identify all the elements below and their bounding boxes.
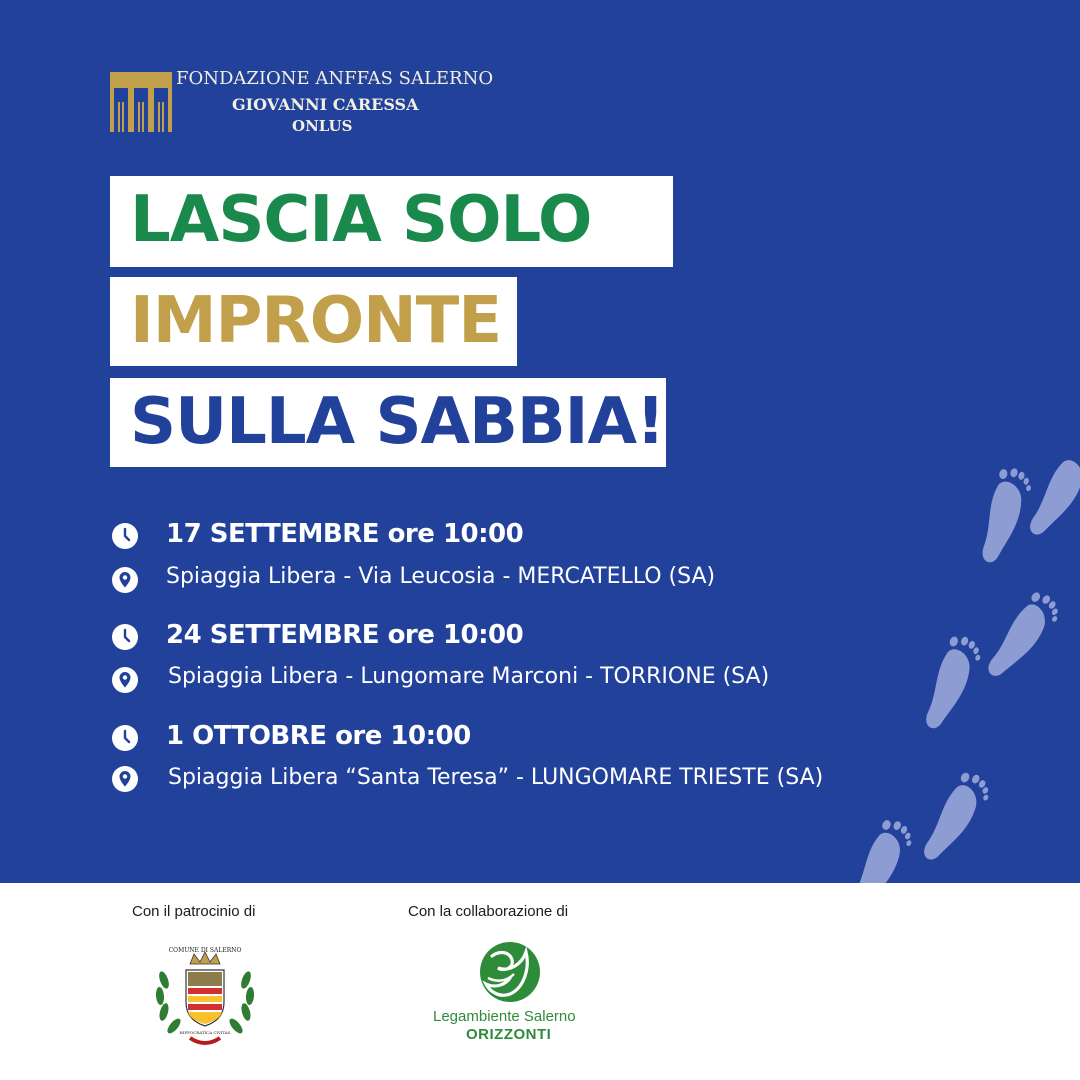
headline-line-2: IMPRONTE [130, 284, 502, 358]
headline-line-3: SULLA SABBIA! [130, 385, 665, 459]
event-date: 1 OTTOBRE ore 10:00 [166, 721, 471, 751]
event-date: 24 SETTEMBRE ore 10:00 [166, 620, 524, 650]
location-pin-icon [111, 666, 139, 694]
location-pin-icon [111, 765, 139, 793]
event-date: 17 SETTEMBRE ore 10:00 [166, 519, 524, 549]
headline-line-1: LASCIA SOLO [130, 183, 592, 257]
headline-box-3 [110, 378, 666, 467]
clock-icon [111, 724, 139, 752]
org-subname: GIOVANNI CARESSA [232, 95, 419, 114]
org-type: ONLUS [292, 117, 353, 135]
clock-icon [111, 623, 139, 651]
legambiente-logo [470, 938, 550, 1008]
crest-top-text: COMUNE DI SALERNO [168, 947, 242, 954]
headline-box-2 [110, 277, 517, 366]
crest-bottom-text: HIPPOCRATICA CIVITAS [179, 1030, 231, 1035]
comune-di-salerno-crest [150, 940, 260, 1050]
event-location: Spiaggia Libera “Santa Teresa” - LUNGOMARE TRIESTE (SA) [168, 765, 824, 790]
event-location: Spiaggia Libera - Via Leucosia - MERCATELLO (SA) [166, 564, 716, 589]
org-name: FONDAZIONE ANFFAS SALERNO [176, 68, 494, 89]
legambiente-subtitle: ORIZZONTI [466, 1026, 552, 1043]
clock-icon [111, 522, 139, 550]
patronage-label: Con il patrocinio di [132, 903, 256, 920]
event-location: Spiaggia Libera - Lungomare Marconi - TORRIONE (SA) [168, 664, 770, 689]
collaboration-label: Con la collaborazione di [408, 903, 569, 920]
headline-box-1 [110, 176, 673, 267]
location-pin-icon [111, 566, 139, 594]
foundation-logo [110, 72, 172, 132]
legambiente-name: Legambiente Salerno [433, 1008, 576, 1025]
footprints-icon [840, 440, 1080, 883]
